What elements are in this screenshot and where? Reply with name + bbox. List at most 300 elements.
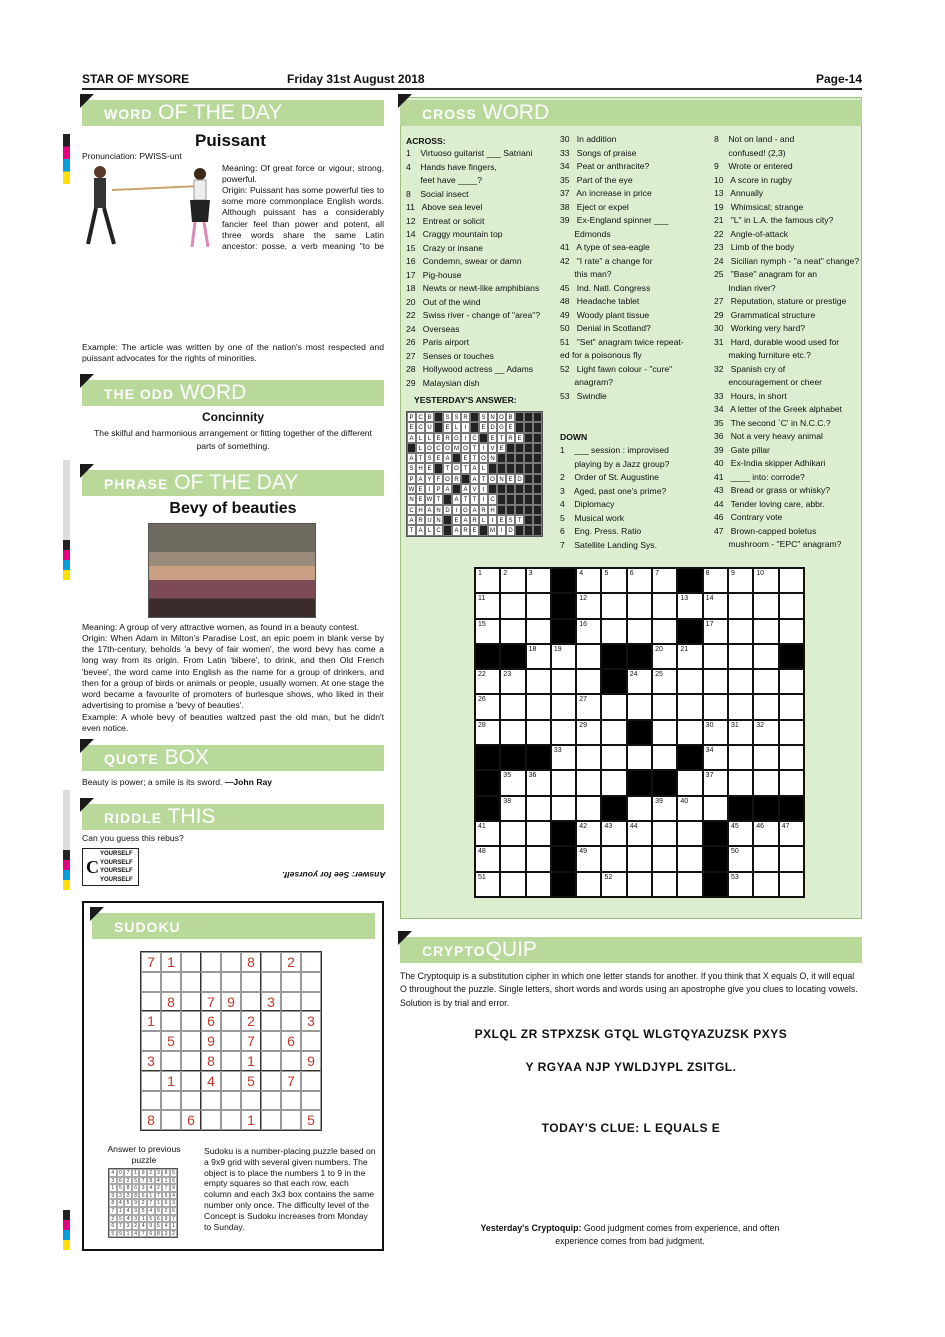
crossword-cell[interactable] <box>753 796 778 821</box>
answer-cell: N <box>407 494 416 504</box>
crossword-cell[interactable] <box>551 846 576 871</box>
crossword-cell[interactable] <box>753 846 778 871</box>
sudoku-cell[interactable] <box>201 972 221 992</box>
sudoku-cell[interactable] <box>261 972 281 992</box>
crossword-cell[interactable]: 11 <box>475 593 500 618</box>
sudoku-cell[interactable] <box>301 992 321 1012</box>
previous-sudoku-cell: 2 <box>132 1222 140 1230</box>
crossword-cell[interactable] <box>728 619 753 644</box>
previous-sudoku-cell: 5 <box>117 1184 125 1192</box>
crossword-cell[interactable] <box>526 846 551 871</box>
crossword-cell[interactable] <box>627 796 652 821</box>
sudoku-cell[interactable] <box>301 1071 321 1091</box>
sudoku-cell[interactable] <box>141 972 161 992</box>
crossword-cell[interactable] <box>601 593 626 618</box>
crossword-cell[interactable] <box>652 619 677 644</box>
sudoku-cell[interactable] <box>281 992 301 1012</box>
sudoku-cell[interactable] <box>181 1091 201 1111</box>
sudoku-cell[interactable] <box>161 972 181 992</box>
crossword-cell[interactable]: 8 <box>703 568 728 593</box>
crossword-cell[interactable] <box>475 796 500 821</box>
crossword-cell[interactable]: 10 <box>753 568 778 593</box>
sudoku-cell[interactable] <box>181 972 201 992</box>
crossword-cell[interactable]: 35 <box>500 770 525 795</box>
previous-sudoku-cell: 4 <box>155 1177 163 1185</box>
crossword-cell[interactable] <box>779 796 804 821</box>
answer-cell: T <box>461 463 470 473</box>
crossword-cell[interactable] <box>677 770 702 795</box>
crossword-cell[interactable]: 16 <box>576 619 601 644</box>
crossword-cell[interactable]: 19 <box>551 644 576 669</box>
crossword-cell[interactable] <box>576 745 601 770</box>
crossword-cell[interactable] <box>753 593 778 618</box>
crossword-cell[interactable] <box>627 644 652 669</box>
crossword-cell[interactable] <box>526 821 551 846</box>
previous-sudoku-cell: 7 <box>147 1199 155 1207</box>
crossword-cell[interactable]: 26 <box>475 694 500 719</box>
crossword-cell[interactable]: 14 <box>703 593 728 618</box>
crossword-cell[interactable]: 18 <box>526 644 551 669</box>
sudoku-cell[interactable] <box>161 1051 181 1071</box>
answer-cell: R <box>461 525 470 535</box>
sudoku-cell[interactable]: 1 <box>241 1051 261 1071</box>
sudoku-cell[interactable]: 3 <box>261 992 281 1012</box>
answer-cell <box>443 515 452 525</box>
sudoku-cell[interactable]: 5 <box>241 1071 261 1091</box>
sudoku-cell[interactable]: 3 <box>301 1011 321 1031</box>
crossword-cell[interactable] <box>703 644 728 669</box>
sudoku-cell[interactable]: 8 <box>141 1110 161 1130</box>
tug-of-war-illustration <box>82 162 217 252</box>
crossword-cell[interactable] <box>601 669 626 694</box>
crossword-cell[interactable] <box>753 669 778 694</box>
answer-cell: C <box>434 443 443 453</box>
answer-cell: T <box>434 494 443 504</box>
previous-sudoku-cell: 2 <box>155 1184 163 1192</box>
crossword-cell[interactable] <box>526 720 551 745</box>
crossword-cell[interactable] <box>526 593 551 618</box>
sudoku-cell[interactable] <box>281 972 301 992</box>
crossword-cell[interactable]: 51 <box>475 872 500 897</box>
answer-cell: E <box>407 422 416 432</box>
answer-cell: I <box>479 443 488 453</box>
crossword-cell[interactable]: 29 <box>576 720 601 745</box>
crossword-cell[interactable]: 34 <box>703 745 728 770</box>
crossword-cell[interactable] <box>753 745 778 770</box>
sudoku-cell[interactable]: 7 <box>241 1031 261 1051</box>
crossword-cell[interactable] <box>500 694 525 719</box>
crossword-cell[interactable]: 46 <box>753 821 778 846</box>
crossword-cell[interactable] <box>652 872 677 897</box>
sudoku-cell[interactable] <box>261 952 281 972</box>
answer-cell <box>515 443 524 453</box>
crossword-cell[interactable] <box>677 694 702 719</box>
crossword-cell[interactable] <box>753 694 778 719</box>
answer-cell <box>515 453 524 463</box>
sudoku-cell[interactable]: 2 <box>241 1011 261 1031</box>
crossword-cell[interactable] <box>677 872 702 897</box>
crossword-cell[interactable] <box>627 720 652 745</box>
crossword-cell[interactable] <box>779 872 804 897</box>
crossword-cell[interactable]: 1 <box>475 568 500 593</box>
sudoku-cell[interactable]: 8 <box>161 992 181 1012</box>
crossword-cell[interactable] <box>652 745 677 770</box>
crossword-cell[interactable]: 3 <box>526 568 551 593</box>
crossword-cell[interactable] <box>652 821 677 846</box>
crossword-cell[interactable]: 5 <box>601 568 626 593</box>
crossword-cell[interactable] <box>652 593 677 618</box>
sudoku-cell[interactable]: 5 <box>161 1031 181 1051</box>
crossword-cell[interactable] <box>753 770 778 795</box>
sudoku-cell[interactable] <box>261 1091 281 1111</box>
sudoku-cell[interactable]: 8 <box>201 1051 221 1071</box>
sudoku-cell[interactable] <box>261 1011 281 1031</box>
sudoku-cell[interactable]: 2 <box>281 952 301 972</box>
sudoku-cell[interactable] <box>141 1071 161 1091</box>
sudoku-cell[interactable] <box>201 1110 221 1130</box>
crossword-cell[interactable]: 40 <box>677 796 702 821</box>
crossword-cell[interactable] <box>728 745 753 770</box>
crossword-cell[interactable]: 49 <box>576 846 601 871</box>
crossword-cell[interactable]: 24 <box>627 669 652 694</box>
crossword-cell[interactable] <box>551 872 576 897</box>
crossword-cell[interactable] <box>500 821 525 846</box>
crossword-cell[interactable] <box>551 720 576 745</box>
crossword-cell[interactable] <box>652 846 677 871</box>
crossword-cell[interactable] <box>677 568 702 593</box>
crossword-cell[interactable] <box>601 770 626 795</box>
crossword-cell[interactable] <box>500 720 525 745</box>
answer-cell: D <box>515 474 524 484</box>
sudoku-cell[interactable] <box>141 1031 161 1051</box>
crossword-cell[interactable] <box>627 770 652 795</box>
crossword-cell[interactable] <box>500 644 525 669</box>
crossword-cell[interactable] <box>627 745 652 770</box>
crossword-cell[interactable] <box>551 770 576 795</box>
sudoku-cell[interactable] <box>301 952 321 972</box>
sudoku-cell[interactable] <box>281 1051 301 1071</box>
crossword-cell[interactable] <box>500 745 525 770</box>
crossword-cell[interactable] <box>576 872 601 897</box>
crossword-cell[interactable]: 32 <box>753 720 778 745</box>
answer-cell: I <box>461 433 470 443</box>
sudoku-cell[interactable] <box>201 1091 221 1111</box>
crossword-cell[interactable] <box>551 568 576 593</box>
crossword-cell[interactable] <box>779 568 804 593</box>
crossword-cell[interactable] <box>703 694 728 719</box>
sudoku-cell[interactable] <box>241 992 261 1012</box>
answer-cell: A <box>407 433 416 443</box>
sudoku-cell[interactable] <box>281 1110 301 1130</box>
sudoku-cell[interactable] <box>261 1110 281 1130</box>
crossword-cell[interactable]: 9 <box>728 568 753 593</box>
crossword-cell[interactable] <box>500 872 525 897</box>
sudoku-cell[interactable] <box>221 1071 241 1091</box>
crossword-cell[interactable] <box>576 644 601 669</box>
answer-cell: R <box>479 505 488 515</box>
crossword-cell[interactable]: 33 <box>551 745 576 770</box>
crossword-cell[interactable]: 21 <box>677 644 702 669</box>
crossword-cell[interactable] <box>677 669 702 694</box>
sudoku-cell[interactable]: 7 <box>201 992 221 1012</box>
crossword-cell[interactable] <box>601 644 626 669</box>
sudoku-cell[interactable]: 9 <box>221 992 241 1012</box>
answer-cell <box>515 505 524 515</box>
answer-cell: C <box>434 525 443 535</box>
sudoku-cell[interactable]: 9 <box>201 1031 221 1051</box>
crossword-cell[interactable] <box>526 694 551 719</box>
crossword-cell[interactable]: 37 <box>703 770 728 795</box>
crossword-cell[interactable]: 27 <box>576 694 601 719</box>
crossword-cell[interactable]: 4 <box>576 568 601 593</box>
previous-sudoku-cell: 4 <box>147 1207 155 1215</box>
crossword-cell[interactable] <box>576 669 601 694</box>
answer-cell <box>506 484 515 494</box>
sudoku-cell[interactable] <box>241 1091 261 1111</box>
sudoku-cell[interactable]: 1 <box>161 952 181 972</box>
crossword-cell[interactable]: 12 <box>576 593 601 618</box>
crossword-cell[interactable] <box>728 694 753 719</box>
sudoku-cell[interactable] <box>181 992 201 1012</box>
crossword-cell[interactable]: 42 <box>576 821 601 846</box>
crossword-cell[interactable]: 2 <box>500 568 525 593</box>
crossword-cell[interactable] <box>627 694 652 719</box>
crossword-cell[interactable]: 13 <box>677 593 702 618</box>
crossword-cell[interactable] <box>779 720 804 745</box>
crossword-cell[interactable] <box>551 796 576 821</box>
crossword-cell[interactable] <box>475 644 500 669</box>
crossword-cell[interactable] <box>526 669 551 694</box>
sudoku-cell[interactable] <box>181 1031 201 1051</box>
sudoku-cell[interactable] <box>181 1011 201 1031</box>
sudoku-cell[interactable]: 7 <box>141 952 161 972</box>
sudoku-cell[interactable] <box>301 1031 321 1051</box>
sudoku-cell[interactable]: 7 <box>281 1071 301 1091</box>
crossword-cell[interactable] <box>551 821 576 846</box>
answer-cell: M <box>452 443 461 453</box>
previous-sudoku-cell: 6 <box>139 1192 147 1200</box>
crossword-cell[interactable]: 41 <box>475 821 500 846</box>
sudoku-cell[interactable]: 1 <box>141 1011 161 1031</box>
crossword-cell[interactable] <box>627 846 652 871</box>
crossword-cell[interactable] <box>728 770 753 795</box>
crossword-cell[interactable] <box>703 846 728 871</box>
crossword-cell[interactable]: 20 <box>652 644 677 669</box>
answer-cell <box>479 433 488 443</box>
sudoku-cell[interactable]: 8 <box>241 952 261 972</box>
crossword-cell[interactable] <box>475 770 500 795</box>
crossword-cell[interactable] <box>728 796 753 821</box>
sudoku-cell[interactable]: 4 <box>201 1071 221 1091</box>
crossword-cell[interactable]: 22 <box>475 669 500 694</box>
sudoku-cell[interactable] <box>221 1091 241 1111</box>
crossword-cell[interactable]: 48 <box>475 846 500 871</box>
crossword-cell[interactable] <box>627 872 652 897</box>
crossword-cell[interactable] <box>551 619 576 644</box>
across-heading: ACROSS: <box>406 136 446 146</box>
crossword-cell[interactable] <box>703 821 728 846</box>
crossword-cell[interactable] <box>779 846 804 871</box>
crossword-cell[interactable] <box>601 619 626 644</box>
previous-sudoku-cell: 7 <box>170 1215 178 1223</box>
crossword-cell[interactable]: 31 <box>728 720 753 745</box>
across-clues-col2: 30 In addition 33 Songs of praise 34 Peat or anthracite? 35 Part of the eye 37 An increase in price 38 Eject or expel 39 Ex-England spinner ___ Edmonds 41 A type of sea-eagle 42 "I rate" a change for this man? 45 Ind. Natl. Congress 48 Headache tablet 49 Woody plant tissue 50 Denial in Scotland? 51 "Set" anagram twice repeat- ed for a poisonous fly 52 Light fawn colour - "cure" anagram? 53 Swindle <box>560 134 684 401</box>
crossword-cell[interactable] <box>551 669 576 694</box>
answer-cell: O <box>443 443 452 453</box>
answer-cell <box>434 463 443 473</box>
crossword-cell[interactable] <box>728 644 753 669</box>
sudoku-cell[interactable]: 6 <box>181 1110 201 1130</box>
crossword-cell[interactable]: 17 <box>703 619 728 644</box>
crossword-cell[interactable]: 23 <box>500 669 525 694</box>
page-number: Page-14 <box>815 72 862 86</box>
crossword-cell[interactable] <box>753 619 778 644</box>
sudoku-cell[interactable] <box>261 1031 281 1051</box>
answer-cell: N <box>488 453 497 463</box>
crossword-cell[interactable] <box>601 694 626 719</box>
sudoku-cell[interactable]: 9 <box>301 1051 321 1071</box>
sudoku-cell[interactable] <box>221 1011 241 1031</box>
crossword-cell[interactable] <box>753 644 778 669</box>
sudoku-grid[interactable] <box>140 951 322 1131</box>
sudoku-cell[interactable] <box>141 992 161 1012</box>
crossword-cell[interactable] <box>526 872 551 897</box>
answer-cell: E <box>506 422 515 432</box>
sudoku-cell[interactable] <box>221 1051 241 1071</box>
crossword-cell[interactable]: 25 <box>652 669 677 694</box>
answer-cell: G <box>452 433 461 443</box>
sudoku-cell[interactable] <box>181 1051 201 1071</box>
crossword-cell[interactable] <box>526 619 551 644</box>
sudoku-cell[interactable] <box>161 1110 181 1130</box>
crossword-cell[interactable] <box>728 593 753 618</box>
crossword-cell[interactable]: 15 <box>475 619 500 644</box>
crossword-cell[interactable] <box>627 593 652 618</box>
crossword-cell[interactable] <box>500 846 525 871</box>
crossword-cell[interactable]: 50 <box>728 846 753 871</box>
previous-sudoku-cell: 8 <box>155 1230 163 1238</box>
crossword-cell[interactable] <box>576 770 601 795</box>
answer-cell: E <box>515 433 524 443</box>
crossword-cell[interactable] <box>601 745 626 770</box>
sudoku-cell[interactable] <box>141 1091 161 1111</box>
answer-cell: O <box>452 463 461 473</box>
crossword-cell[interactable] <box>677 846 702 871</box>
crossword-cell[interactable]: 39 <box>652 796 677 821</box>
crossword-cell[interactable] <box>677 821 702 846</box>
sudoku-cell[interactable] <box>241 972 261 992</box>
registration-mark <box>63 540 70 580</box>
crossword-cell[interactable] <box>652 694 677 719</box>
sudoku-cell[interactable] <box>261 1051 281 1071</box>
sudoku-cell[interactable] <box>221 952 241 972</box>
crossword-cell[interactable] <box>500 593 525 618</box>
crossword-cell[interactable] <box>779 593 804 618</box>
crossword-cell[interactable] <box>652 720 677 745</box>
crossword-cell[interactable] <box>779 770 804 795</box>
crossword-cell[interactable] <box>627 619 652 644</box>
crossword-cell[interactable] <box>779 669 804 694</box>
answer-cell: O <box>443 474 452 484</box>
crossword-cell[interactable] <box>779 644 804 669</box>
crossword-cell[interactable] <box>652 770 677 795</box>
sudoku-cell[interactable] <box>181 952 201 972</box>
crossword-cell[interactable] <box>779 694 804 719</box>
sudoku-cell[interactable]: 1 <box>241 1110 261 1130</box>
crossword-cell[interactable] <box>551 694 576 719</box>
sudoku-cell[interactable] <box>261 1071 281 1091</box>
sudoku-cell[interactable] <box>301 972 321 992</box>
crossword-cell[interactable] <box>779 745 804 770</box>
answer-cell: C <box>470 433 479 443</box>
crossword-cell[interactable] <box>703 669 728 694</box>
crossword-cell[interactable]: 30 <box>703 720 728 745</box>
crossword-cell[interactable]: 43 <box>601 821 626 846</box>
sudoku-cell[interactable] <box>221 1031 241 1051</box>
crossword-cell[interactable] <box>526 745 551 770</box>
sudoku-cell[interactable]: 1 <box>161 1071 181 1091</box>
crossword-cell[interactable] <box>779 619 804 644</box>
crossword-cell[interactable] <box>475 745 500 770</box>
sudoku-cell[interactable]: 5 <box>301 1110 321 1130</box>
crossword-cell[interactable]: 38 <box>500 796 525 821</box>
crossword-cell[interactable] <box>526 796 551 821</box>
crossword-cell[interactable] <box>703 872 728 897</box>
crossword-cell[interactable] <box>728 669 753 694</box>
answer-cell: N <box>434 505 443 515</box>
crossword-cell[interactable]: 7 <box>652 568 677 593</box>
sudoku-cell[interactable]: 6 <box>281 1031 301 1051</box>
sudoku-cell[interactable]: 6 <box>201 1011 221 1031</box>
answer-cell: P <box>434 484 443 494</box>
sudoku-cell[interactable] <box>221 972 241 992</box>
crossword-cell[interactable] <box>703 796 728 821</box>
sudoku-cell[interactable] <box>221 1110 241 1130</box>
crossword-cell[interactable]: 44 <box>627 821 652 846</box>
crossword-cell[interactable] <box>500 619 525 644</box>
crossword-cell[interactable] <box>677 745 702 770</box>
crossword-cell[interactable]: 47 <box>779 821 804 846</box>
crossword-cell[interactable] <box>576 796 601 821</box>
crossword-cell[interactable]: 36 <box>526 770 551 795</box>
sudoku-cell[interactable] <box>201 952 221 972</box>
crossword-cell[interactable] <box>753 872 778 897</box>
sudoku-cell[interactable] <box>161 1091 181 1111</box>
sudoku-cell[interactable] <box>181 1071 201 1091</box>
crossword-grid[interactable] <box>474 567 805 898</box>
crossword-cell[interactable]: 28 <box>475 720 500 745</box>
crossword-cell[interactable]: 52 <box>601 872 626 897</box>
crossword-cell[interactable] <box>551 593 576 618</box>
sudoku-cell[interactable] <box>161 1011 181 1031</box>
crossword-cell[interactable] <box>677 619 702 644</box>
sudoku-cell[interactable] <box>281 1011 301 1031</box>
crossword-cell[interactable]: 45 <box>728 821 753 846</box>
sudoku-cell[interactable] <box>301 1091 321 1111</box>
answer-cell: E <box>416 494 425 504</box>
previous-sudoku-cell: 1 <box>147 1192 155 1200</box>
quote-box-banner: QUOTE BOX <box>82 745 384 771</box>
crossword-cell[interactable] <box>601 846 626 871</box>
sudoku-cell[interactable]: 3 <box>141 1051 161 1071</box>
crossword-cell[interactable]: 6 <box>627 568 652 593</box>
crossword-cell[interactable] <box>601 720 626 745</box>
previous-sudoku-cell: 2 <box>109 1215 117 1223</box>
sudoku-cell[interactable] <box>281 1091 301 1111</box>
crossword-cell[interactable]: 53 <box>728 872 753 897</box>
crossword-cell[interactable] <box>677 720 702 745</box>
crossword-cell[interactable] <box>601 796 626 821</box>
